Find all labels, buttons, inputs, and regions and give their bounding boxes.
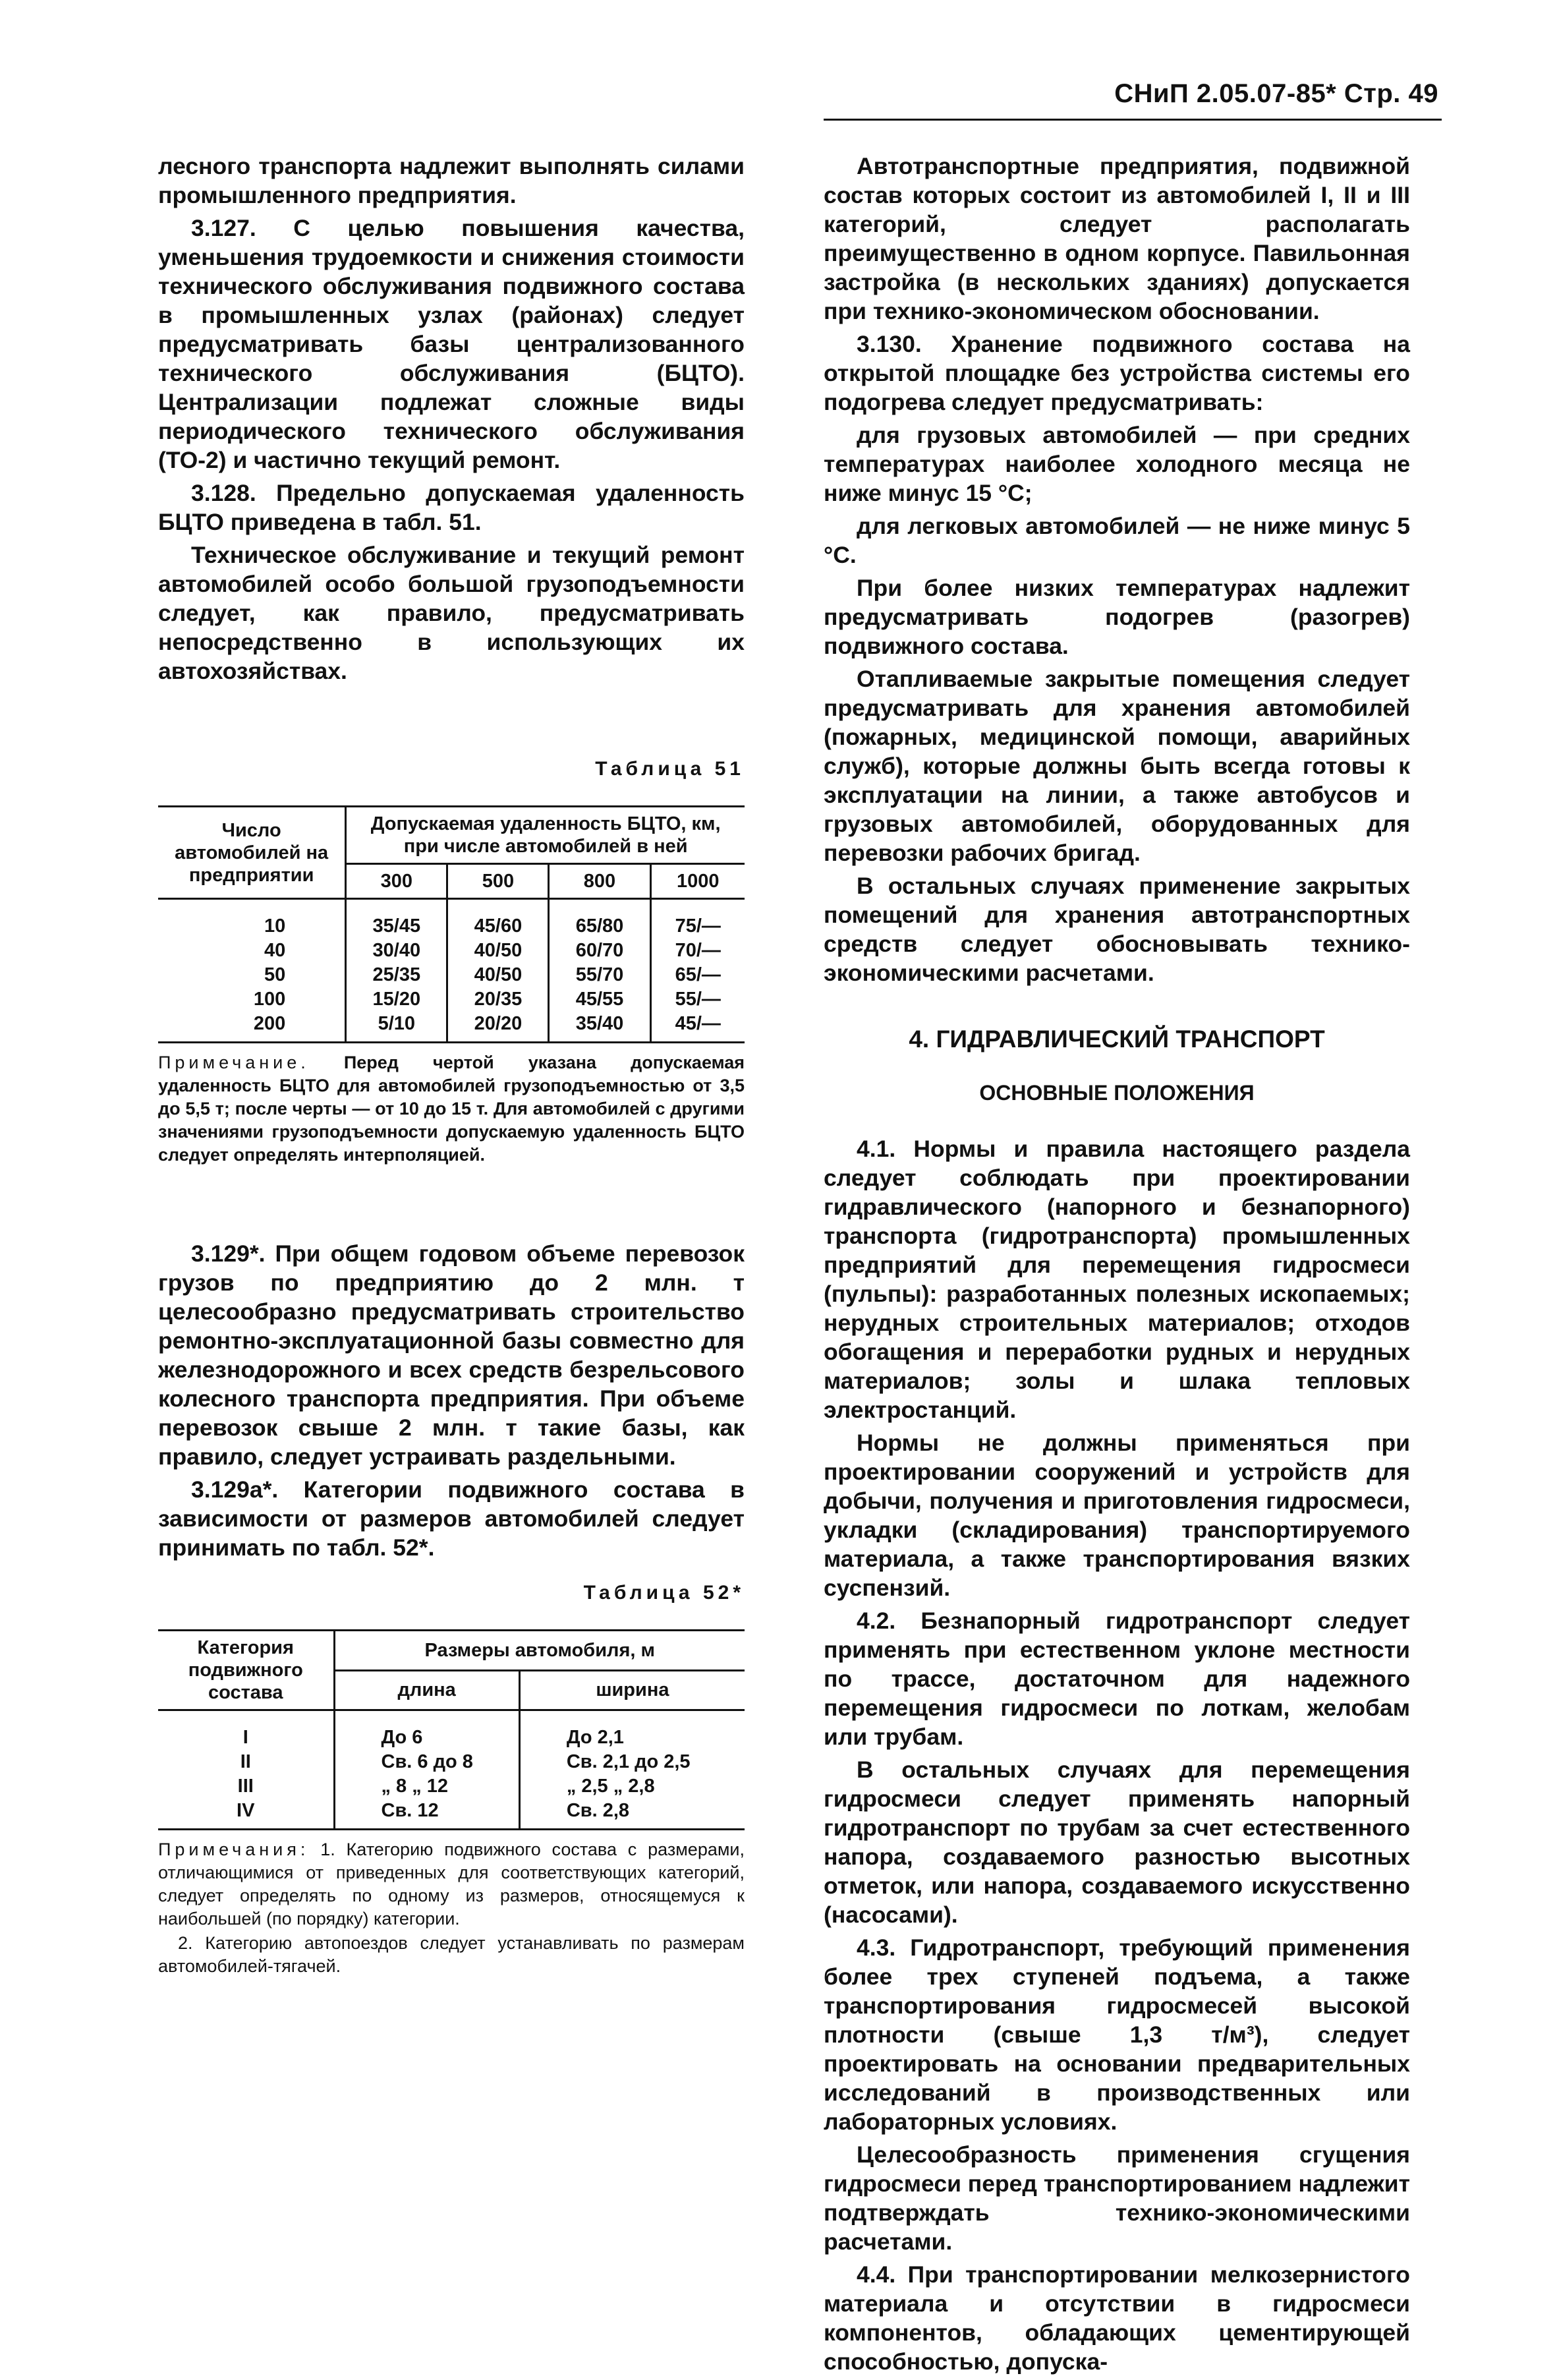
clause-number: 3.130.	[857, 331, 922, 357]
table-cell: 15/20	[346, 987, 447, 1012]
table-row	[158, 1799, 745, 1830]
table-52-note	[158, 1838, 745, 1930]
table-52	[158, 1629, 745, 1830]
table-cell: Св. 2,1 до 2,5	[519, 1750, 745, 1774]
table-52-subheader: длина	[334, 1670, 519, 1710]
table-cell: 5/10	[346, 1012, 447, 1043]
page-header: СНиП 2.05.07-85* Стр. 49	[1114, 79, 1438, 108]
paragraph-3-130-b: для легковых автомобилей — не ниже минус 5 °С.	[824, 513, 1410, 568]
table-cell: 70/—	[650, 939, 745, 963]
clause-number: 3.127.	[191, 215, 256, 241]
header-rule	[824, 119, 1442, 121]
table-51-subheader: 300	[346, 864, 447, 899]
table-cell: 45/60	[447, 899, 549, 939]
table-cell: 35/45	[346, 899, 447, 939]
clause-number: 4.2.	[857, 1608, 896, 1634]
paragraph-continuation: лесного транспорта надлежит выполнять силами промышленного предприятия.	[158, 153, 745, 208]
table-cell: 40	[264, 940, 286, 961]
table-row	[158, 1774, 745, 1799]
table-cell: Св. 12	[334, 1799, 519, 1830]
table-cell: Св. 6 до 8	[334, 1750, 519, 1774]
table-51	[158, 805, 745, 1043]
table-cell: 75/—	[650, 899, 745, 939]
right-column	[824, 152, 1410, 2380]
table-cell: IV	[158, 1799, 334, 1830]
table-cell: 10	[264, 915, 286, 937]
paragraph-3-130-a: для грузовых автомобилей — при средних температурах наиболее холодного месяца не ниже минус 15 °С;	[824, 422, 1410, 506]
table-cell: 60/70	[549, 939, 650, 963]
table-51-subheader: 500	[447, 864, 549, 899]
table-52-col-header: Категория подвижного состава	[158, 1631, 334, 1710]
table-52-subheader: ширина	[519, 1670, 745, 1710]
table-cell: 45/55	[549, 987, 650, 1012]
table-row	[158, 1750, 745, 1774]
clause-text: Категории подвижного состава в зависимости от размеров автомобилей следует принимать по табл. 52*.	[158, 1476, 745, 1561]
paragraph-4-2	[824, 1606, 1410, 1751]
table-52-note-2: 2. Категорию автопоездов следует устанавливать по размерам автомобилей-тягачей.	[158, 1933, 745, 1976]
paragraph-3-130-d: Отапливаемые закрытые помещения следует предусматривать для хранения автомобилей (пожарных, медицинской помощи, аварийных служб), которые должны быть всегда готовы к эксплуатации на линии, а также автобусов и грузовых автомобилей, оборудованных для перевозки рабочих бригад.	[824, 666, 1410, 866]
clause-text: При общем годовом объеме перевозок грузов по предприятию до 2 млн. т целесообразно предусматривать строительство ремонтно-эксплуатационной базы совместно для железнодорожного и всех средств безрельсового колесного транспорта предприятия. При объеме перевозок свыше 2 млн. т такие базы, как правило, следует устраивать раздельными.	[158, 1240, 745, 1470]
clause-text: Хранение подвижного состава на открытой площадке без устройства системы его подогрева следует предусматривать:	[824, 331, 1410, 415]
paragraph-garage-placement: Автотранспортные предприятия, подвижной состав которых состоит из автомобилей I, II и III категорий, следует располагать преимущественно в одном корпусе. Павильонная застройка (в нескольких зданиях) допускается при технико-экономическом обосновании.	[824, 153, 1410, 324]
table-51-subheader: 800	[549, 864, 650, 899]
table-cell: 40/50	[447, 963, 549, 987]
clause-number: 4.1.	[857, 1136, 896, 1162]
table-cell: 55/—	[650, 987, 745, 1012]
table-cell: 20/35	[447, 987, 549, 1012]
clause-number: 4.4.	[857, 2261, 896, 2288]
table-row	[158, 939, 745, 963]
table-cell: До 6	[334, 1710, 519, 1751]
table-row	[158, 899, 745, 939]
section-title: 4. ГИДРАВЛИЧЕСКИЙ ТРАНСПОРТ	[909, 1026, 1325, 1053]
paragraph-3-127	[158, 214, 745, 475]
table-row	[158, 1012, 745, 1043]
paragraph-3-128-b: Техническое обслуживание и текущий ремонт автомобилей особо большой грузоподъемности следует, как правило, предусматривать непосредственно в использующих их автохозяйствах.	[158, 542, 745, 684]
clause-text: Гидротранспорт, требующий применения более трех ступеней подъема, а также транспортирования гидросмесей высокой плотности (свыше 1,3 т/м³), следует проектировать на основании предварительных исследований в производственных или лабораторных условиях.	[824, 1934, 1410, 2135]
table-51-note	[158, 1051, 745, 1167]
paragraph-3-130	[824, 330, 1410, 417]
table-row	[158, 1710, 745, 1751]
table-cell: 100	[253, 989, 286, 1010]
table-row	[158, 963, 745, 987]
clause-text: Предельно допускаемая удаленность БЦТО приведена в табл. 51.	[158, 480, 745, 535]
paragraph-4-3	[824, 1933, 1410, 2136]
note-text: Перед чертой указана допускаемая удаленность БЦТО для автомобилей грузоподъемностью от 3,5 до 5,5 т; после черты — от 10 до 15 т. Для автомобилей с другими значениями грузоподъемности допускаемую удаленность БЦТО следует определять интерполяцией.	[158, 1053, 745, 1165]
table-51-group-header: Допускаемая удаленность БЦТО, км, при числе автомобилей в ней	[346, 807, 745, 864]
table-cell: „ 2,5 „ 2,8	[519, 1774, 745, 1799]
table-cell: III	[237, 1776, 254, 1797]
table-cell: До 2,1	[519, 1710, 745, 1751]
paragraph-3-130-e: В остальных случаях применение закрытых помещений для хранения автотранспортных средств следует обосновывать технико-экономическими расчетами.	[824, 873, 1410, 986]
paragraph-4-4	[824, 2260, 1410, 2376]
table-cell: 30/40	[346, 939, 447, 963]
table-row	[158, 987, 745, 1012]
table-cell: 65/80	[549, 899, 650, 939]
table-cell: II	[240, 1751, 251, 1772]
table-cell: 200	[158, 1012, 346, 1043]
table-cell: 25/35	[346, 963, 447, 987]
paragraph-3-129	[158, 1239, 745, 1471]
table-cell: Св. 2,8	[519, 1799, 745, 1830]
clause-number: 3.129а*.	[191, 1476, 279, 1503]
clause-text: Безнапорный гидротранспорт следует применять при естественном уклоне местности по трассе, достаточном для надежного перемещения гидросмеси по лоткам, желобам или трубам.	[824, 1608, 1410, 1750]
table-51-caption: Таблица 51	[595, 758, 745, 780]
table-cell: 20/20	[447, 1012, 549, 1043]
table-51-subheader: 1000	[650, 864, 745, 899]
table-cell: 45/—	[650, 1012, 745, 1043]
paragraph-4-3-b: Целесообразность применения сгущения гидросмеси перед транспортированием надлежит подтверждать технико-экономическими расчетами.	[824, 2141, 1410, 2255]
paragraph-4-2-b: В остальных случаях для перемещения гидросмеси следует применять напорный гидротранспорт по трубам за счет естественного напора, создаваемого разностью высотных отметок, или напора, создаваемого искусственно (насосами).	[824, 1756, 1410, 1928]
clause-text: Нормы и правила настоящего раздела следует соблюдать при проектировании гидравлического (напорного и безнапорного) транспорта (гидротранспорта) промышленных предприятий для перемещения гидросмеси (пульпы): разработанных полезных ископаемых; нерудных строительных материалов; отходов обогащения и переработки рудных и нерудных материалов; золы и шлака тепловых электростанций.	[824, 1136, 1410, 1423]
paragraph-3-129a	[158, 1475, 745, 1562]
paragraph-4-1	[824, 1134, 1410, 1424]
table-52-group-header: Размеры автомобиля, м	[334, 1631, 745, 1671]
table-cell: 65/—	[650, 963, 745, 987]
paragraph-3-130-c: При более низких температурах надлежит предусматривать подогрев (разогрев) подвижного состава.	[824, 575, 1410, 659]
clause-text: При транспортировании мелкозернистого материала и отсутствии в гидросмеси компонентов, обладающих цементирующей способностью, допуска-	[824, 2261, 1410, 2375]
paragraph-3-128	[158, 479, 745, 537]
table-cell: 40/50	[447, 939, 549, 963]
table-cell: I	[242, 1727, 248, 1748]
table-52-caption: Таблица 52*	[583, 1582, 745, 1604]
left-column	[158, 152, 745, 1978]
note-text: 1. Категорию подвижного состава с размерами, отличающимися от приведенных для соответствующих категорий, следует определять по одному из размеров, относящемуся к наибольшей (по порядку) категории.	[158, 1840, 745, 1929]
note-label: Примечания:	[158, 1840, 310, 1859]
subsection-title: ОСНОВНЫЕ ПОЛОЖЕНИЯ	[979, 1081, 1255, 1105]
clause-number: 4.3.	[857, 1934, 896, 1961]
note-label: Примечание.	[158, 1053, 310, 1072]
table-cell: 35/40	[549, 1012, 650, 1043]
table-cell: „ 8 „ 12	[334, 1774, 519, 1799]
clause-number: 3.128.	[191, 480, 256, 506]
clause-text: С целью повышения качества, уменьшения трудоемкости и снижения стоимости технического обслуживания подвижного состава в промышленных узлах (районах) следует предусматривать базы централизованного технического обслуживания (БЦТО). Централизации подлежат сложные виды периодического технического обслуживания (ТО-2) и частично текущий ремонт.	[158, 215, 745, 473]
table-51-col-header: Число автомобилей на предприятии	[158, 807, 346, 899]
table-cell: 55/70	[549, 963, 650, 987]
paragraph-4-1-b: Нормы не должны применяться при проектировании сооружений и устройств для добычи, получения и приготовления гидросмеси, укладки (складирования) транспортируемого материала, а также транспортирования вязких суспензий.	[824, 1430, 1410, 1601]
table-cell: 50	[264, 964, 286, 985]
clause-number: 3.129*.	[191, 1240, 266, 1267]
